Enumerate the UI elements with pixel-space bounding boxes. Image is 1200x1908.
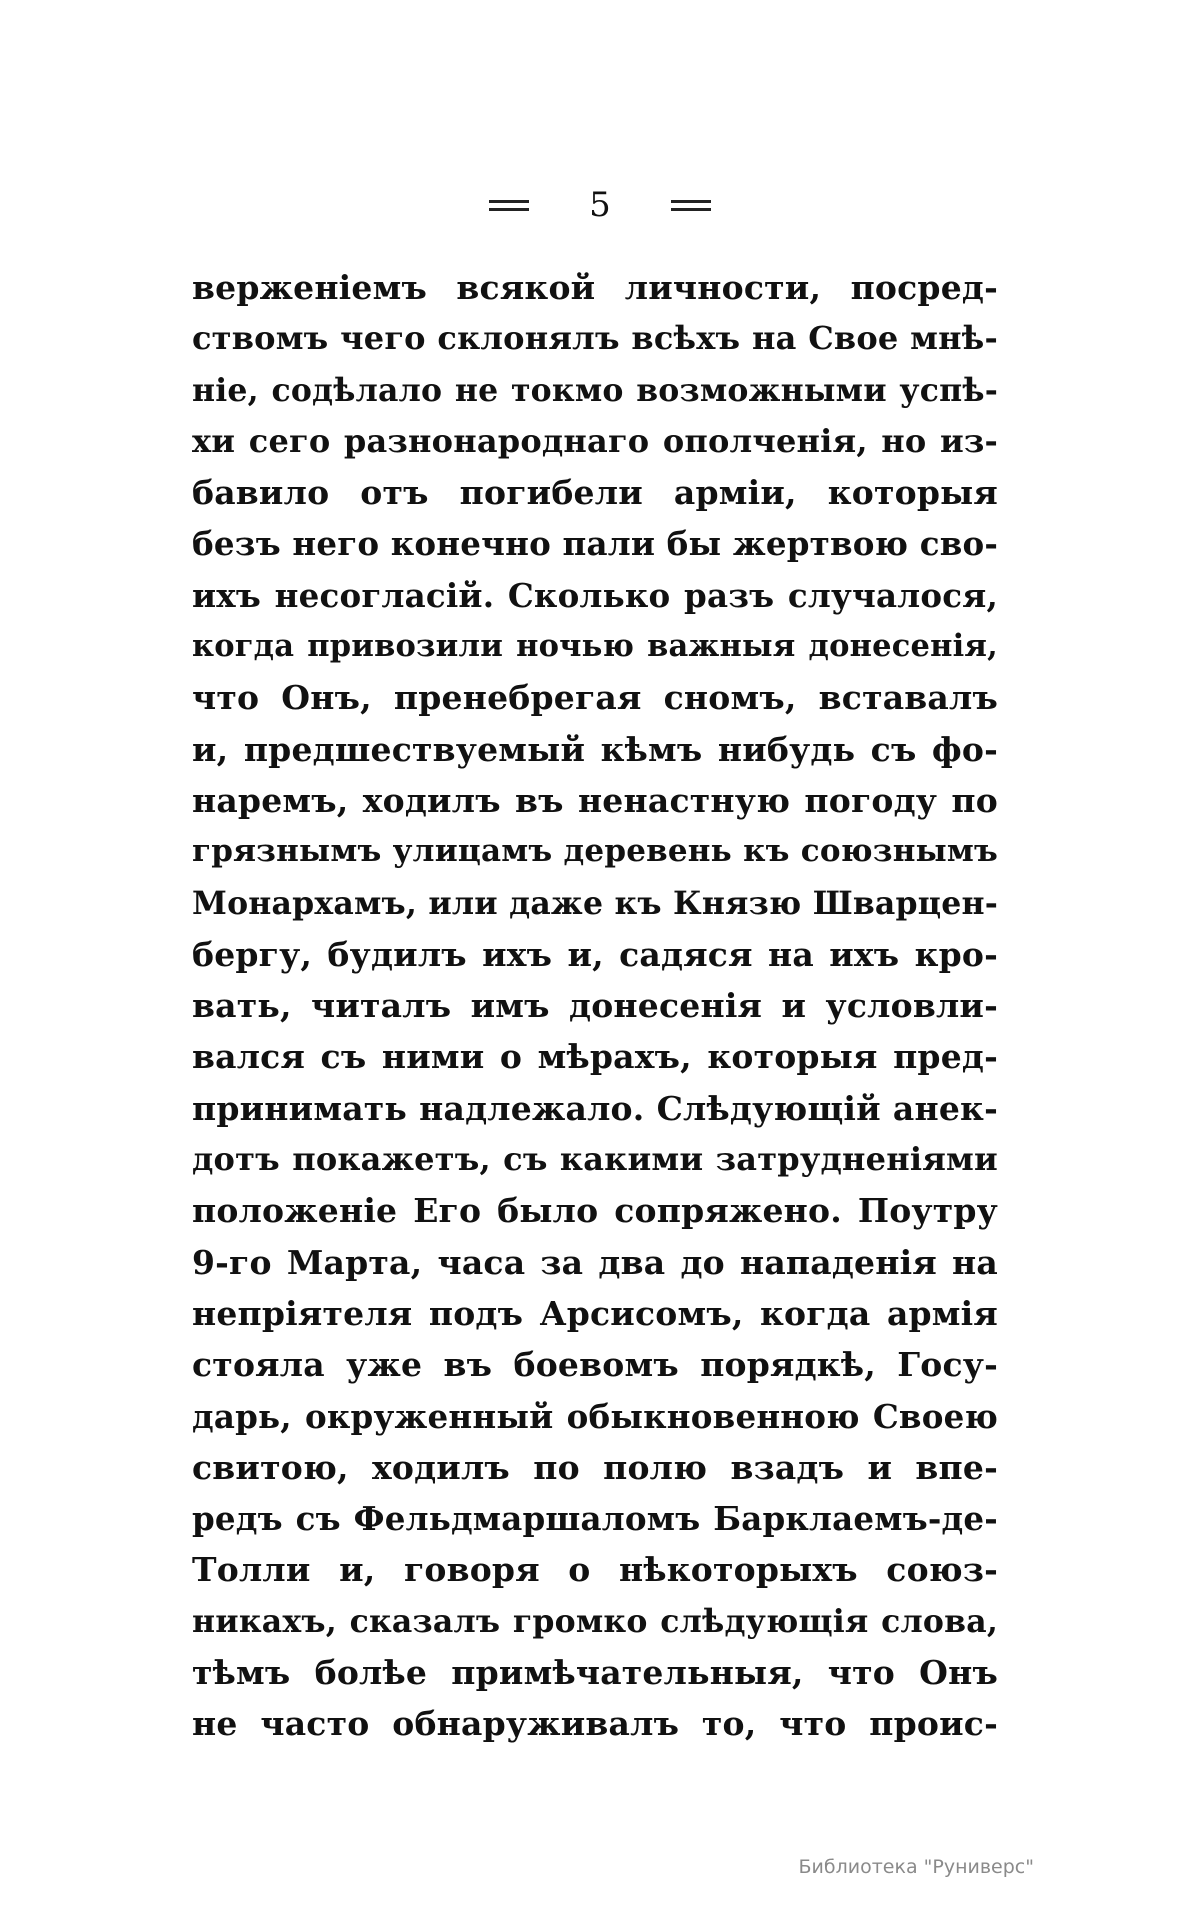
text-line: никахъ, сказалъ громко слѣдующія слова,	[192, 1602, 998, 1640]
text-line: бергу, будилъ ихъ и, садяся на ихъ кро-	[192, 934, 998, 974]
text-line: наремъ, ходилъ въ ненастную погоду по	[192, 780, 998, 820]
text-line: дарь, окруженный обыкновенною Своею	[192, 1396, 998, 1436]
text-line: Толли и, говоря о нѣкоторыхъ союз-	[192, 1550, 998, 1590]
library-watermark: Библиотека "Руниверс"	[798, 1856, 1034, 1878]
text-line: грязнымъ улицамъ деревень къ союзнымъ	[192, 833, 998, 870]
text-line: свитою, ходилъ по полю взадъ и впе-	[192, 1447, 998, 1487]
text-line: когда привозили ночью важныя донесенія,	[192, 628, 998, 665]
text-line: вать, читалъ имъ донесенія и условли-	[192, 986, 998, 1026]
text-line: хи сего разнонароднаго ополченія, но из-	[192, 421, 998, 460]
text-line: редъ съ Фельдмаршаломъ Барклаемъ-де-	[192, 1499, 998, 1539]
text-line: вался съ ними о мѣрахъ, которыя пред-	[192, 1037, 998, 1077]
text-line: безъ него конечно пали бы жертвою сво-	[192, 524, 999, 564]
text-line: 9-го Марта, часа за два до нападенія на	[192, 1242, 998, 1282]
text-line: Монархамъ, или даже къ Князю Шварцен-	[192, 884, 998, 922]
page-header	[0, 185, 1200, 225]
text-line: не часто обнаруживалъ то, что проис-	[192, 1704, 998, 1744]
text-line: дотъ покажетъ, съ какими затрудненіями	[192, 1140, 998, 1179]
text-line: и, предшествуемый кѣмъ нибудь съ фо-	[192, 729, 998, 769]
text-line: непріятеля подъ Арсисомъ, когда армія	[192, 1293, 998, 1333]
text-line: ствомъ чего склонялъ всѣхъ на Свое мнѣ-	[192, 319, 998, 358]
header-rule-left	[489, 196, 529, 214]
text-line: верженіемъ всякой личности, посред-	[192, 268, 998, 307]
text-line: тѣмъ болѣе примѣчательныя, что Онъ	[192, 1653, 998, 1693]
text-line: принимать надлежало. Слѣдующій анек-	[192, 1088, 998, 1128]
text-line: что Онъ, пренебрегая сномъ, вставалъ	[192, 678, 998, 718]
text-line: ихъ несогласій. Сколько разъ случалося,	[192, 575, 998, 615]
text-line: ніе, содѣлало не токмо возможными успѣ-	[192, 371, 998, 409]
text-line: бавило отъ погибели арміи, которыя	[192, 473, 998, 513]
text-line: стояла уже въ боевомъ порядкѣ, Госу-	[192, 1345, 998, 1385]
page-number: 5	[589, 185, 611, 225]
body-text	[192, 262, 998, 1750]
text-line: положеніе Его было сопряжено. Поутру	[192, 1191, 998, 1231]
header-rule-right	[671, 196, 711, 214]
